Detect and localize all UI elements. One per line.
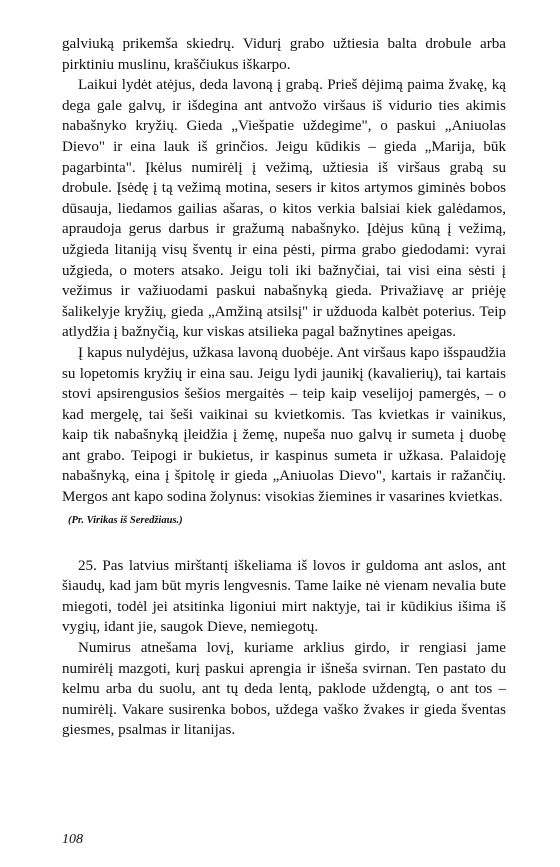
source-attribution: (Pr. Virikas iš Seredžiaus.) xyxy=(68,514,183,526)
paragraph-washing-body: Numirus atnešama lovį, kuriame arklius girdo, ir rengiasi jame numirėlį mazgoti, kurį paskui aprengia ir išneša svirnan. Ten pastato du kelmu arba du suolu, ant tų deda lentą, paklode uždengtą, o ant tos – numirėlį. Vakare susirenka bobos, uždega vaško žvakes ir gieda šventas giesmes, psalmas ir litanijas. xyxy=(62,640,506,739)
paragraph-funeral-procession: Laikui lydėt atėjus, deda lavoną į grabą. Prieš dėjimą paima žvakę, ką dega gale galvų, ir išdegina ant antvožo viršaus iš vidurio ties akimis nabašnyko kryžių. Gieda „Viešpatie uždegime", o paskui „Aniuolas Dievo" ir eina lauk iš grinčios. Jeigu kūdikis – gieda „Marija, būk pagarbinta". Įkėlus numirėlį į vežimą, užtiesia iš viršaus grabą su drobule. Įsėdę į tą vežimą motina, sesers ir kitos artymos giminės bobos dūsauja, liedamos gailias ašaras, o kitos verkia balsiai kiek galėdamos, apraudoja gerus darbus ir gražumą nabašnyko. Įdėjus kūną į vežimą, užgieda litaniją visų šventų ir eina pėsti, pirma grabo giedodami: vyrai užgieda, o moters atsako. Jeigu toli iki bažnyčiai, tai visi eina sėsti į vežimus ir važiuodami paskui nabašnyką gieda. Privažiavę ar priėję šalikelyje kryžių, gieda „Amžiną atsilsį" ir užduoda kalbėt poterius. Teip atlydžia į bažnyčią, kur viskas atsilieka pagal bažnytines apeigas. xyxy=(62,77,506,341)
page-text xyxy=(62,34,506,741)
paragraph-burial: Į kapus nulydėjus, užkasa lavoną duobėje. Ant viršaus kapo išspaudžia su lopetomis kryžių ir eina sau. Jeigu lydi jaunikį (kavalierių), tai kartais stovi apsirengusios šešios mergaitės – teip kaip veselijoj pamergės, – o kad mergelę, tai šeši vaikinai su kvietkomis. Tas kvietkas ir vainikus, kaip tik nabašnyką įleidžia į žemę, nupeša nuo galvų ir sumeta į duobę ant grabo. Teipogi ir bukietus, ir kaspinus sumeta ir užkasa. Palaidoję nabašnyką, eina į špitolę ir gieda „Aniuolas Dievo", kartais ir ražančių. Mergos ant kapo sodina žolynus: visokias žiemines ir vasarines kvietkas. xyxy=(62,344,506,506)
paragraph-latvian-custom: 25. Pas latvius mirštantį iškeliama iš lovos ir guldoma ant aslos, ant šiaudų, kad jam būt myris lengvesnis. Tame laike nė vienam nevalia bute miegoti, todėl jei atsitinka ligoniui mirt naktyje, tai ir kūdikius išima iš vygių, idant jie, saugok Dieve, nemiegotų. xyxy=(62,557,506,636)
section-gap xyxy=(62,528,506,556)
paragraph-continuation: galviuką prikemša skiedrų. Vidurį grabo užtiesia balta drobule arba pirktiniu muslinu, kraščiukus iškarpo. xyxy=(62,36,506,73)
page-number: 108 xyxy=(62,832,83,847)
